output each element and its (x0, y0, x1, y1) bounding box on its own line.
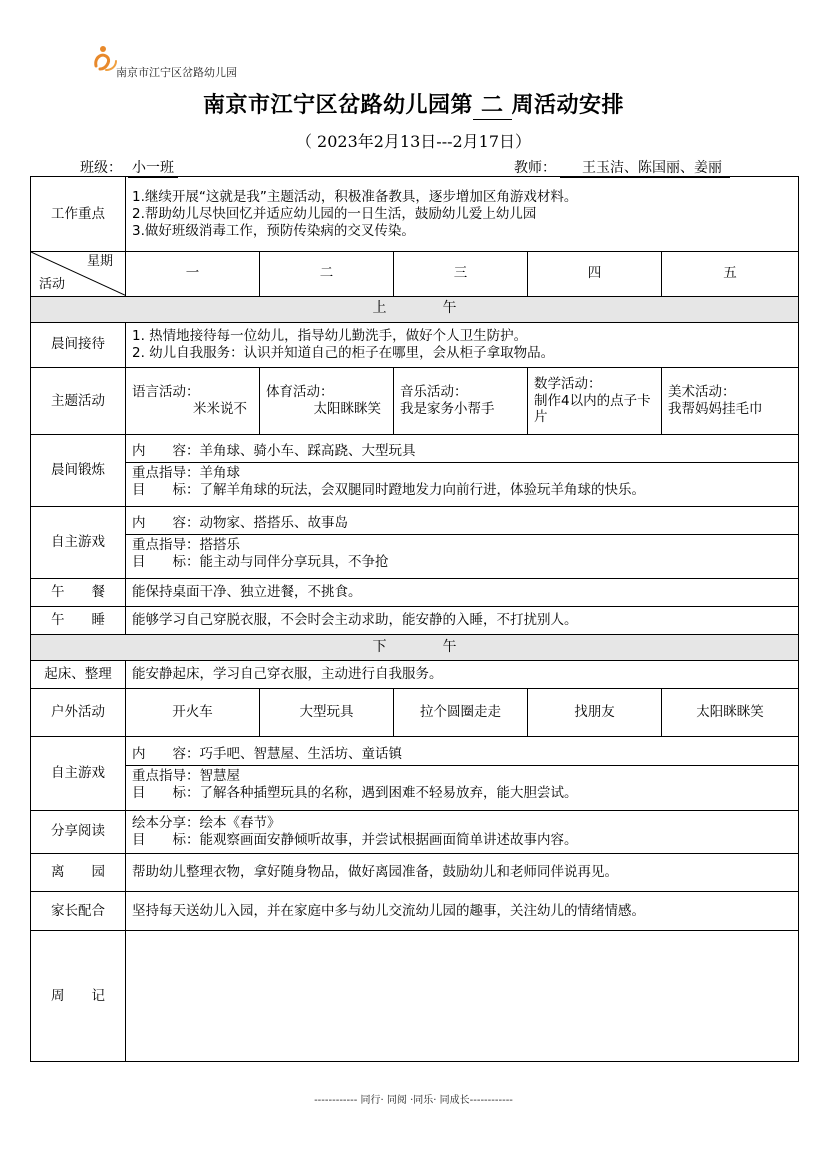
outdoor-wednesday: 拉个圆圈走走 (394, 689, 528, 737)
row-leave (31, 853, 799, 891)
free-play-pm-detail (126, 766, 798, 804)
teacher-label: 教师： (514, 160, 556, 176)
row-morning-exercise (31, 435, 799, 507)
nap-label: 午 睡 (31, 606, 126, 634)
outdoor-label: 户外活动 (31, 689, 126, 737)
page-title (0, 88, 827, 120)
class-label: 班级： (80, 160, 122, 176)
row-parents (31, 892, 799, 931)
row-free-play-am (31, 507, 799, 578)
day-friday: 五 (662, 252, 799, 296)
footer-slogan: ------------ 同行· 同阅 ·同乐· 同成长------------ (314, 1095, 513, 1106)
afternoon-band: 下 午 (31, 635, 799, 661)
day-monday: 一 (126, 252, 260, 296)
row-morning-reception (31, 322, 799, 367)
outdoor-tuesday: 大型玩具 (260, 689, 394, 737)
free-play-am-detail (126, 535, 798, 573)
row-reading (31, 810, 799, 853)
wakeup-label: 起床、整理 (31, 661, 126, 689)
row-lunch (31, 578, 799, 606)
reading-share: 绘本分享：绘本《春节》 (132, 814, 281, 831)
row-theme (31, 367, 799, 434)
morning-exercise-detail (126, 463, 798, 501)
morning-exercise-label: 晨间锻炼 (31, 435, 126, 507)
morning-exercise-items: 内 容：羊角球、骑小车、踩高跷、大型玩具 (126, 441, 798, 463)
lunch-label: 午 餐 (31, 578, 126, 606)
row-nap (31, 606, 799, 634)
class-value: 小一班 (128, 157, 178, 178)
theme-type: 音乐活动： (400, 384, 468, 401)
theme-type: 语言活动： (132, 384, 200, 401)
day-tuesday: 二 (260, 252, 394, 296)
theme-type: 体育活动： (266, 384, 334, 401)
diagonal-header-cell (31, 252, 126, 296)
morning-band: 上 午 (31, 296, 799, 322)
morning-reception-line-2: 2. 幼儿自我服务：认识并知道自己的柜子在哪里，会从柜子拿取物品。 (132, 344, 555, 361)
free-play-pm-content (126, 737, 799, 810)
reading-goal: 目 标：能观察画面安静倾听故事，并尝试根据画面简单讲述故事内容。 (132, 831, 578, 848)
leave-label: 离 园 (31, 853, 126, 891)
row-morning-band (31, 296, 799, 322)
theme-cell-tuesday (260, 367, 394, 434)
row-wakeup (31, 661, 799, 689)
theme-name: 我帮妈妈挂毛巾 (668, 400, 763, 417)
work-focus-label: 工作重点 (31, 177, 126, 252)
theme-name: 太阳眯眯笑 (313, 400, 381, 417)
morning-reception-label: 晨间接待 (31, 322, 126, 367)
title-prefix: 南京市江宁区岔路幼儿园第 (202, 93, 473, 118)
nap-text: 能够学习自己穿脱衣服，不会时会主动求助，能安静的入睡，不打扰别人。 (126, 606, 799, 634)
teacher-value: 王玉洁、陈国丽、姜丽 (560, 157, 730, 178)
free-play-pm-items: 内 容：巧手吧、智慧屋、生活坊、童话镇 (126, 744, 798, 766)
title-suffix: 周活动安排 (511, 93, 625, 118)
week-label: 星期 (86, 254, 113, 270)
free-play-am-focus: 重点指导：搭搭乐 (132, 536, 240, 553)
outdoor-monday: 开火车 (126, 689, 260, 737)
parents-label: 家长配合 (31, 892, 126, 931)
lunch-text: 能保持桌面干净、独立进餐，不挑食。 (126, 578, 799, 606)
reading-content (126, 810, 799, 853)
work-focus-line-1: 1.继续开展“这就是我”主题活动，积极准备教具，逐步增加区角游戏材料。 (132, 188, 578, 205)
weekly-notes-area[interactable] (126, 931, 799, 1062)
weekly-notes-label: 周 记 (31, 931, 126, 1062)
morning-reception-line-1: 1. 热情地接待每一位幼儿，指导幼儿勤洗手，做好个人卫生防护。 (132, 327, 528, 344)
class-line (80, 157, 178, 178)
row-weekday-header (31, 252, 799, 296)
work-focus-line-3: 3.做好班级消毒工作，预防传染病的交叉传染。 (132, 222, 415, 239)
theme-name: 米米说不 (193, 400, 247, 417)
row-free-play-pm (31, 737, 799, 810)
theme-label: 主题活动 (31, 367, 126, 434)
day-thursday: 四 (528, 252, 662, 296)
week-number: 二 (473, 88, 512, 120)
teacher-line (514, 157, 730, 178)
activity-label: 活动 (39, 277, 66, 293)
free-play-am-label: 自主游戏 (31, 507, 126, 578)
row-outdoor (31, 689, 799, 737)
row-work-focus (31, 177, 799, 252)
theme-cell-friday (662, 367, 799, 434)
morning-exercise-goal: 目 标：了解羊角球的玩法，会双腿同时蹬地发力向前行进，体验玩羊角球的快乐。 (132, 481, 645, 498)
school-logo-icon (92, 44, 118, 74)
theme-type: 数学活动： (534, 375, 602, 392)
outdoor-friday: 太阳眯眯笑 (662, 689, 799, 737)
free-play-pm-label: 自主游戏 (31, 737, 126, 810)
schedule-table (30, 176, 799, 1062)
free-play-pm-focus: 重点指导：智慧屋 (132, 767, 240, 784)
theme-cell-wednesday (394, 367, 528, 434)
free-play-am-goal: 目 标：能主动与同伴分享玩具，不争抢 (132, 553, 389, 570)
free-play-pm-goal: 目 标：了解各种插塑玩具的名称，遇到困难不轻易放弃，能大胆尝试。 (132, 784, 578, 801)
outdoor-thursday: 找朋友 (528, 689, 662, 737)
free-play-am-content (126, 507, 799, 578)
theme-name: 制作4以内的点子卡片 (534, 392, 651, 426)
row-weekly-notes (31, 931, 799, 1062)
wakeup-text: 能安静起床，学习自己穿衣服，主动进行自我服务。 (126, 661, 799, 689)
theme-cell-thursday (528, 367, 662, 434)
day-wednesday: 三 (394, 252, 528, 296)
date-range: （ 2023年2月13日---2月17日） (295, 132, 532, 151)
theme-cell-monday (126, 367, 260, 434)
work-focus-content (126, 177, 799, 252)
morning-exercise-content (126, 435, 799, 507)
reading-label: 分享阅读 (31, 810, 126, 853)
morning-reception-content (126, 322, 799, 367)
work-focus-line-2: 2.帮助幼儿尽快回忆并适应幼儿园的一日生活，鼓励幼儿爱上幼儿园 (132, 205, 537, 222)
row-afternoon-band (31, 635, 799, 661)
leave-text: 帮助幼儿整理衣物，拿好随身物品，做好离园准备，鼓励幼儿和老师同伴说再见。 (126, 853, 799, 891)
theme-type: 美术活动： (668, 384, 736, 401)
morning-exercise-focus: 重点指导：羊角球 (132, 464, 240, 481)
logo-text: 南京市江宁区岔路幼儿园 (116, 66, 237, 79)
parents-text: 坚持每天送幼儿入园，并在家庭中多与幼儿交流幼儿园的趣事，关注幼儿的情绪情感。 (126, 892, 799, 931)
free-play-am-items: 内 容：动物家、搭搭乐、故事岛 (126, 513, 798, 535)
theme-name: 我是家务小帮手 (400, 400, 495, 417)
